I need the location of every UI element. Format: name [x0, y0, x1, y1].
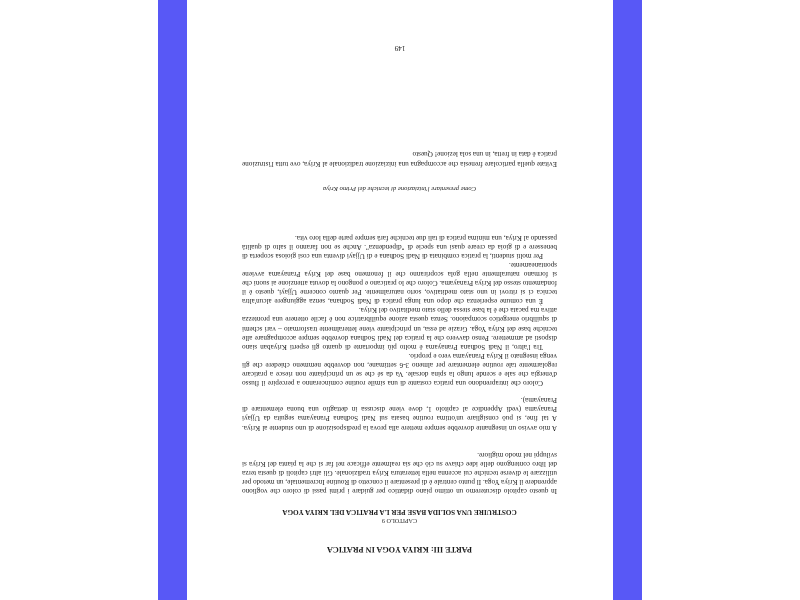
part-title: PARTE III: KRIYA YOGA IN PRATICA	[326, 545, 473, 554]
page-number: 149	[394, 44, 406, 52]
paragraph-routine: Coloro che intraprendono una pratica costante di una simile routine cominceranno a percepire il flusso d'energia che sale e scende lungo la spina dorsale. Va da sé che se un principiante non riesce a praticare regolarmente tale routine elementare per almeno 3-6 settimane, non dovrebbe nemmeno chiedere che gli venga insegnato il Kriya Pranayama vero e proprio.	[242, 351, 557, 388]
chapter-title: COSTRUIRE UNA SOLIDA BASE PER LA PRATICA DEL KRIYA YOGA	[282, 508, 517, 516]
page-body	[242, 149, 557, 554]
left-side-band	[158, 0, 187, 600]
chapter-label: CAPITOLO 9	[381, 517, 418, 524]
paragraph-combined-practice: Per molti studenti, la pratica combinata di Nadi Sodhana e di Ujjayi diventa una così gioiosa scoperta di benessere e di gioia da creare quasi una specie di "dipendenza". Anche se non faranno il salto di qualità passando al Kriya, una minima pratica di tali due tecniche farà sempre parte della loro vita.	[242, 233, 557, 260]
paragraph-experience: È una comune esperienza che dopo una lunga pratica di Nadi Sodhana, senza aggiungere alcun'altra tecnica ci si ritrovi in uno stato meditativo, sorto naturalmente. Per quanto concerne Ujjayi, questo è il fondamento stesso del Kriya Pranayama. Coloro che lo praticano e pongono la dovuta attenzione ai suoni che si formano naturalmente nella gola scopriranno che il fenomeno base del Kriya Pranayama avviene spontaneamente.	[242, 260, 557, 306]
paragraph-nadi-sodhana: Tra l'altro, il Nadi Sodhana Pranayama è molto più importante di quanto gli esperti Kriyaban siano disposti ad ammettere. Penso davvero che la pratica del Nadi Sodhana dovrebbe sempre accompagnare alle tecniche base del Kriya Yoga. Grazie ad essa, un principiante viene letteralmente trasformato – vari schemi di squilibrio energetico scompaiono. Senza questa azione equilibratrice non è facile ottenere una prontezza attiva ma pacata che è la base stessa dello stato meditativo del Kriya.	[242, 306, 557, 351]
right-side-band	[613, 0, 642, 600]
paragraph-advice: A mio avviso un insegnante dovrebbe sempre mettere alla prova la predisposizione di uno studente al Kriya. A tal fine, si può consigliare un'ottima routine basata sul Nadi Sodhana Pranayama seguita da Ujjayi Pranayama (vedi Appendice al capitolo 1, dove viene discussa in dettaglio una buona elementare di Pranayama).	[242, 396, 557, 432]
section-heading: Come presentare l'iniziazione di tecniche del Primo Kriya	[322, 184, 477, 192]
flipped-page-content	[187, 0, 613, 600]
paragraph-final: Evitate quella particolare frenesia che accompagna una iniziazione tradizionale al Kriya, ove tutta l'istruzione pratica è data in fretta, in una sola lezione! Questo	[242, 150, 557, 168]
paragraph-intro: In questo capitolo discuteremo un ottimo piano didattico per guidare i primi passi di coloro che vogliono apprendere il Kriya Yoga. Il punto centrale è di presentare il concetto di Routine Incrementale, un metodo per utilizzare le diverse tecniche cui accenna nella letteratura Kriya tradizionale. Gli altri capitoli di questa terza del libro contengono delle idee chiave su ciò che sia realmente efficace nel far sì che la pianta del Kriya si sviluppi nel modo migliore.	[242, 450, 557, 495]
book-page	[187, 0, 613, 600]
